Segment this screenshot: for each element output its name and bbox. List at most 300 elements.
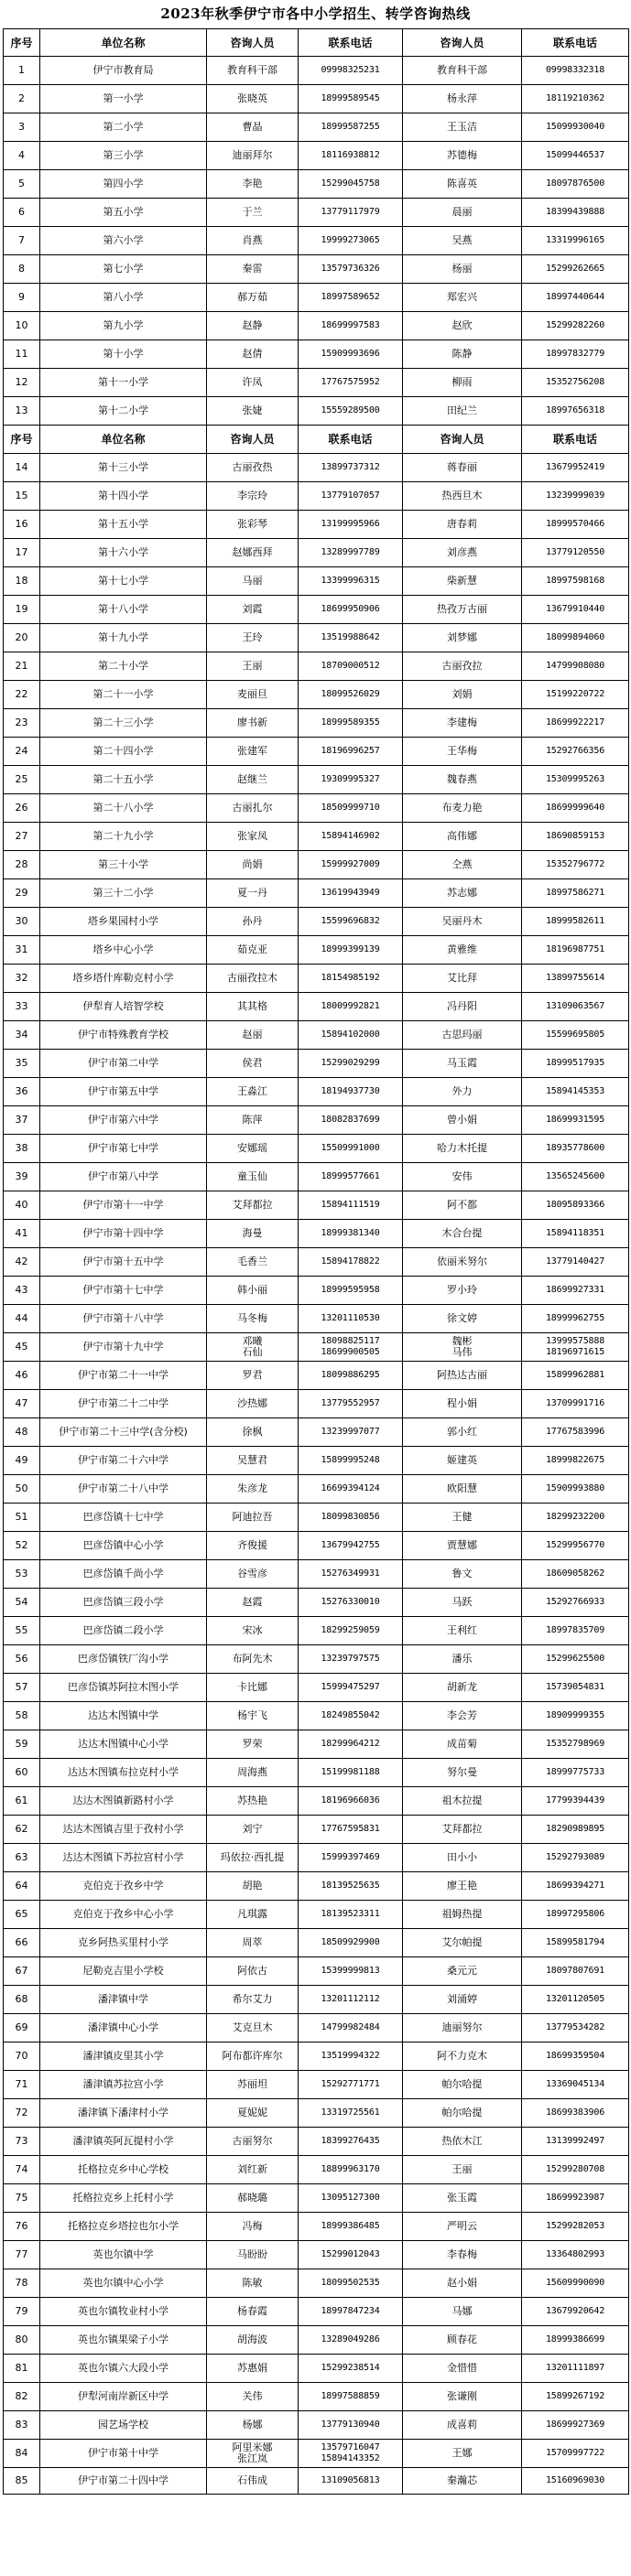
phone: 13679942755 (299, 1532, 403, 1560)
contact-person-2: 阿不都 (403, 1191, 522, 1220)
row-index: 48 (4, 1418, 40, 1447)
contact-person: 陈萍 (207, 1106, 299, 1135)
unit-name: 第十九小学 (40, 624, 207, 652)
phone-2: 15299282053 (522, 2213, 629, 2241)
phone: 15299238514 (299, 2355, 403, 2383)
contact-person: 麦丽旦 (207, 681, 299, 709)
contact-person: 张建军 (207, 738, 299, 766)
repeated-header-cell: 咨询人员 (207, 426, 299, 454)
unit-name: 伊宁市教育局 (40, 57, 207, 85)
table-row (4, 1759, 629, 1787)
phone: 15299012043 (299, 2241, 403, 2269)
contact-person: 迪丽拜尔 (207, 142, 299, 170)
phone: 13779107057 (299, 482, 403, 511)
phone: 13289049286 (299, 2326, 403, 2355)
contact-person: 罗荣 (207, 1730, 299, 1759)
phone: 15999927009 (299, 851, 403, 879)
row-index: 65 (4, 1901, 40, 1929)
unit-name: 潘津镇中心小学 (40, 2014, 207, 2042)
contact-person-2: 古丽孜拉 (403, 652, 522, 681)
contact-person-2: 陈喜英 (403, 170, 522, 199)
table-row (4, 1078, 629, 1106)
phone-2: 13369045134 (522, 2071, 629, 2099)
table-row (4, 482, 629, 511)
row-index: 63 (4, 1844, 40, 1872)
phone: 18099526029 (299, 681, 403, 709)
phone-2: 13899755614 (522, 965, 629, 993)
row-index: 53 (4, 1560, 40, 1589)
contact-person-2: 王娜 (403, 2440, 522, 2468)
phone-2: 18609058262 (522, 1560, 629, 1589)
table-row (4, 2099, 629, 2128)
row-index: 31 (4, 936, 40, 965)
contact-person: 赵丽 (207, 1021, 299, 1050)
phone: 17767595831 (299, 1816, 403, 1844)
contact-person-2: 曾小娟 (403, 1106, 522, 1135)
contact-person-2: 姬建英 (403, 1447, 522, 1475)
phone: 18099886295 (299, 1362, 403, 1390)
phone-2: 17767583996 (522, 1418, 629, 1447)
row-index: 1 (4, 57, 40, 85)
phone: 13519988642 (299, 624, 403, 652)
contact-person-2: 教育科干部 (403, 57, 522, 85)
row-index: 52 (4, 1532, 40, 1560)
contact-person: 茹克亚 (207, 936, 299, 965)
contact-person: 邓曦 石仙 (207, 1333, 299, 1362)
phone: 18699997583 (299, 312, 403, 340)
unit-name: 塔乡果园村小学 (40, 908, 207, 936)
phone-2: 15899581794 (522, 1929, 629, 1957)
contact-person: 刘霞 (207, 596, 299, 624)
contact-person: 宋冰 (207, 1617, 299, 1645)
phone-2: 15299262665 (522, 255, 629, 284)
phone: 13399996315 (299, 567, 403, 596)
row-index: 51 (4, 1504, 40, 1532)
contact-person-2: 高伟娜 (403, 823, 522, 851)
row-index: 20 (4, 624, 40, 652)
contact-person: 夏妮妮 (207, 2099, 299, 2128)
phone-2: 15352756208 (522, 369, 629, 397)
phone-2: 18999775733 (522, 1759, 629, 1787)
phone: 18509929900 (299, 1929, 403, 1957)
contact-person-2: 热依木江 (403, 2128, 522, 2156)
row-index: 54 (4, 1589, 40, 1617)
unit-name: 第二十小学 (40, 652, 207, 681)
unit-name: 伊宁市第二十八中学 (40, 1475, 207, 1504)
phone-2: 18699394271 (522, 1872, 629, 1901)
unit-name: 第五小学 (40, 199, 207, 227)
row-index: 33 (4, 993, 40, 1021)
contact-person: 朱彦龙 (207, 1475, 299, 1504)
phone-2: 18997440644 (522, 284, 629, 312)
row-index: 7 (4, 227, 40, 255)
table-row (4, 142, 629, 170)
phone: 19999273065 (299, 227, 403, 255)
contact-person: 于兰 (207, 199, 299, 227)
contact-person: 刘宁 (207, 1816, 299, 1844)
phone: 13239997077 (299, 1418, 403, 1447)
phone-2: 18997586271 (522, 879, 629, 908)
contact-person-2: 王丽 (403, 2156, 522, 2184)
contact-person: 李艳 (207, 170, 299, 199)
contact-person-2: 帕尔哈提 (403, 2071, 522, 2099)
unit-name: 达达木图镇中心小学 (40, 1730, 207, 1759)
contact-person-2: 杨永萍 (403, 85, 522, 113)
row-index: 23 (4, 709, 40, 738)
table-row (4, 1333, 629, 1362)
unit-name: 托格拉克乡塔拉也尔小学 (40, 2213, 207, 2241)
table-row (4, 1021, 629, 1050)
table-row (4, 624, 629, 652)
contact-person-2: 魏春燕 (403, 766, 522, 794)
unit-name: 第二十三小学 (40, 709, 207, 738)
table-row (4, 1901, 629, 1929)
table-row (4, 2269, 629, 2298)
table-row (4, 879, 629, 908)
contact-person: 肖燕 (207, 227, 299, 255)
row-index: 37 (4, 1106, 40, 1135)
header-contact-person: 咨询人员 (207, 29, 299, 57)
table-row (4, 1504, 629, 1532)
phone-2: 17799394439 (522, 1787, 629, 1816)
phone-2: 15292766356 (522, 738, 629, 766)
table-row (4, 2071, 629, 2099)
contact-person: 王淼江 (207, 1078, 299, 1106)
row-index: 49 (4, 1447, 40, 1475)
contact-person-2: 王健 (403, 1504, 522, 1532)
contact-person-2: 安伟 (403, 1163, 522, 1191)
contact-person-2: 马娜 (403, 2298, 522, 2326)
table-row (4, 2241, 629, 2269)
row-index: 64 (4, 1872, 40, 1901)
phone: 13095127300 (299, 2184, 403, 2213)
table-row (4, 1844, 629, 1872)
contact-person-2: 依丽米努尔 (403, 1248, 522, 1277)
unit-name: 伊宁市第二十六中学 (40, 1447, 207, 1475)
hotline-table (3, 28, 629, 2495)
phone-2: 18699922217 (522, 709, 629, 738)
unit-name: 伊宁市第十七中学 (40, 1277, 207, 1305)
table-row (4, 1532, 629, 1560)
row-index: 67 (4, 1957, 40, 1986)
unit-name: 英也尔镇牧业村小学 (40, 2298, 207, 2326)
header-unit-name: 单位名称 (40, 29, 207, 57)
row-index: 21 (4, 652, 40, 681)
row-index: 8 (4, 255, 40, 284)
contact-person: 赵娜西拜 (207, 539, 299, 567)
phone-2: 18699923987 (522, 2184, 629, 2213)
contact-person: 刘红新 (207, 2156, 299, 2184)
table-row (4, 681, 629, 709)
contact-person-2: 秦瀚芯 (403, 2468, 522, 2495)
unit-name: 克伯克于孜乡中学 (40, 1872, 207, 1901)
unit-name: 巴彦岱镇中心小学 (40, 1532, 207, 1560)
contact-person: 安娜瑶 (207, 1135, 299, 1163)
row-index: 45 (4, 1333, 40, 1362)
contact-person: 陈敏 (207, 2269, 299, 2298)
table-row (4, 113, 629, 142)
unit-name: 塔乡塔什库勒克村小学 (40, 965, 207, 993)
phone: 18899963170 (299, 2156, 403, 2184)
table-row (4, 1362, 629, 1390)
phone: 15276349931 (299, 1560, 403, 1589)
row-index: 38 (4, 1135, 40, 1163)
contact-person: 海曼 (207, 1220, 299, 1248)
contact-person: 郝万茹 (207, 284, 299, 312)
contact-person-2: 廖王艳 (403, 1872, 522, 1901)
unit-name: 第二十五小学 (40, 766, 207, 794)
contact-person-2: 艾拜都拉 (403, 1816, 522, 1844)
row-index: 10 (4, 312, 40, 340)
unit-name: 伊宁市第二中学 (40, 1050, 207, 1078)
contact-person: 希尔艾力 (207, 1986, 299, 2014)
phone-2: 18699927331 (522, 1277, 629, 1305)
unit-name: 潘津镇下潘津村小学 (40, 2099, 207, 2128)
phone-2: 13565245600 (522, 1163, 629, 1191)
contact-person-2: 哈力木托提 (403, 1135, 522, 1163)
unit-name: 巴彦岱镇苏阿拉木图小学 (40, 1674, 207, 1702)
phone: 15199981188 (299, 1759, 403, 1787)
contact-person: 马丽 (207, 567, 299, 596)
table-body (4, 57, 629, 2495)
unit-name: 第二十四小学 (40, 738, 207, 766)
contact-person: 张彩琴 (207, 511, 299, 539)
table-row (4, 794, 629, 823)
contact-person-2: 晨丽 (403, 199, 522, 227)
phone-2: 18097807691 (522, 1957, 629, 1986)
table-row (4, 511, 629, 539)
row-index: 29 (4, 879, 40, 908)
unit-name: 伊宁市特殊教育学校 (40, 1021, 207, 1050)
contact-person: 古丽扎尔 (207, 794, 299, 823)
contact-person-2: 刘彦燕 (403, 539, 522, 567)
contact-person: 卡比娜 (207, 1674, 299, 1702)
unit-name: 巴彦岱镇二段小学 (40, 1617, 207, 1645)
table-row (4, 1390, 629, 1418)
unit-name: 达达木图镇新路村小学 (40, 1787, 207, 1816)
unit-name: 第九小学 (40, 312, 207, 340)
contact-person: 夏一丹 (207, 879, 299, 908)
phone-2: 13779534282 (522, 2014, 629, 2042)
phone: 18999381340 (299, 1220, 403, 1248)
table-row (4, 227, 629, 255)
table-row (4, 1816, 629, 1844)
header-contact-person-2: 咨询人员 (403, 29, 522, 57)
contact-person: 马盼盼 (207, 2241, 299, 2269)
phone: 15894111519 (299, 1191, 403, 1220)
unit-name: 第十四小学 (40, 482, 207, 511)
table-row (4, 85, 629, 113)
phone-2: 15894145353 (522, 1078, 629, 1106)
contact-person-2: 艾比拜 (403, 965, 522, 993)
row-index: 14 (4, 454, 40, 482)
phone: 13619943949 (299, 879, 403, 908)
contact-person: 王丽 (207, 652, 299, 681)
phone: 15599696832 (299, 908, 403, 936)
unit-name: 克乡阿热买里村小学 (40, 1929, 207, 1957)
table-row (4, 1986, 629, 2014)
table-row (4, 255, 629, 284)
table-row (4, 1929, 629, 1957)
phone-2: 13999575888 18196971615 (522, 1333, 629, 1362)
contact-person-2: 柳雨 (403, 369, 522, 397)
contact-person-2: 王玉洁 (403, 113, 522, 142)
row-index: 18 (4, 567, 40, 596)
contact-person: 郝晓璐 (207, 2184, 299, 2213)
contact-person: 秦雷 (207, 255, 299, 284)
contact-person: 谷雪彦 (207, 1560, 299, 1589)
header-phone: 联系电话 (299, 29, 403, 57)
contact-person-2: 迪丽努尔 (403, 2014, 522, 2042)
unit-name: 巴彦岱镇十七中学 (40, 1504, 207, 1532)
table-row (4, 1702, 629, 1730)
row-index: 22 (4, 681, 40, 709)
table-row (4, 1617, 629, 1645)
table-row (4, 2156, 629, 2184)
phone-2: 15352796772 (522, 851, 629, 879)
contact-person-2: 苏志娜 (403, 879, 522, 908)
contact-person-2: 陈静 (403, 340, 522, 369)
row-index: 6 (4, 199, 40, 227)
phone-2: 18097876500 (522, 170, 629, 199)
phone: 18154985192 (299, 965, 403, 993)
contact-person: 古丽努尔 (207, 2128, 299, 2156)
phone: 15909993696 (299, 340, 403, 369)
contact-person: 赵霞 (207, 1589, 299, 1617)
phone: 18999399139 (299, 936, 403, 965)
phone-2: 18699383906 (522, 2099, 629, 2128)
row-index: 3 (4, 113, 40, 142)
table-row (4, 993, 629, 1021)
phone: 18299964212 (299, 1730, 403, 1759)
contact-person-2: 蒋春丽 (403, 454, 522, 482)
row-index: 75 (4, 2184, 40, 2213)
row-index: 9 (4, 284, 40, 312)
phone-2: 13319996165 (522, 227, 629, 255)
table-row (4, 766, 629, 794)
contact-person: 古丽孜拉木 (207, 965, 299, 993)
phone-2: 15609990090 (522, 2269, 629, 2298)
phone-2: 13709991716 (522, 1390, 629, 1418)
phone-2: 15894118351 (522, 1220, 629, 1248)
table-row (4, 1191, 629, 1220)
table-row (4, 1475, 629, 1504)
phone: 18194937730 (299, 1078, 403, 1106)
unit-name: 英也尔镇中学 (40, 2241, 207, 2269)
phone: 18999589545 (299, 85, 403, 113)
contact-person-2: 吴燕 (403, 227, 522, 255)
row-index: 34 (4, 1021, 40, 1050)
phone-2: 15299280708 (522, 2156, 629, 2184)
unit-name: 伊宁市第十九中学 (40, 1333, 207, 1362)
unit-name: 达达木图镇布拉克村小学 (40, 1759, 207, 1787)
phone: 18139525635 (299, 1872, 403, 1901)
phone: 13289997789 (299, 539, 403, 567)
contact-person-2: 赵欣 (403, 312, 522, 340)
unit-name: 伊犁育人培智学校 (40, 993, 207, 1021)
contact-person: 毛香兰 (207, 1248, 299, 1277)
phone-2: 18290989895 (522, 1816, 629, 1844)
phone: 18196996257 (299, 738, 403, 766)
phone: 15276330010 (299, 1589, 403, 1617)
table-row (4, 2468, 629, 2495)
unit-name: 第七小学 (40, 255, 207, 284)
contact-person: 杨宇飞 (207, 1702, 299, 1730)
contact-person: 赵继兰 (207, 766, 299, 794)
phone: 18116938812 (299, 142, 403, 170)
row-index: 60 (4, 1759, 40, 1787)
row-index: 72 (4, 2099, 40, 2128)
table-row (4, 1220, 629, 1248)
table-row (4, 2213, 629, 2241)
contact-person-2: 吴丽丹木 (403, 908, 522, 936)
phone-2: 18299232200 (522, 1504, 629, 1532)
unit-name: 伊宁市第十八中学 (40, 1305, 207, 1333)
phone: 18099830856 (299, 1504, 403, 1532)
table-row (4, 1589, 629, 1617)
unit-name: 第二十九小学 (40, 823, 207, 851)
contact-person-2: 马玉霞 (403, 1050, 522, 1078)
unit-name: 潘津镇英阿瓦提村小学 (40, 2128, 207, 2156)
contact-person-2: 刘涌婷 (403, 1986, 522, 2014)
contact-person: 侯君 (207, 1050, 299, 1078)
unit-name: 第八小学 (40, 284, 207, 312)
unit-name: 英也尔镇六大段小学 (40, 2355, 207, 2383)
phone: 14799982484 (299, 2014, 403, 2042)
unit-name: 伊犁河南岸新区中学 (40, 2383, 207, 2411)
unit-name: 潘津镇中学 (40, 1986, 207, 2014)
unit-name: 第十八小学 (40, 596, 207, 624)
unit-name: 潘津镇苏拉宫小学 (40, 2071, 207, 2099)
row-index: 42 (4, 1248, 40, 1277)
contact-person-2: 布麦力艳 (403, 794, 522, 823)
phone: 13779130940 (299, 2411, 403, 2440)
contact-person: 张家凤 (207, 823, 299, 851)
contact-person-2: 鲁文 (403, 1560, 522, 1589)
contact-person-2: 李会芳 (403, 1702, 522, 1730)
table-row (4, 1447, 629, 1475)
phone-2: 18119210362 (522, 85, 629, 113)
row-index: 26 (4, 794, 40, 823)
phone-2: 18699927369 (522, 2411, 629, 2440)
phone: 09998325231 (299, 57, 403, 85)
contact-person: 杨春霞 (207, 2298, 299, 2326)
phone-2: 15299625500 (522, 1645, 629, 1674)
contact-person: 玛依拉·西扎提 (207, 1844, 299, 1872)
contact-person: 阿依古 (207, 1957, 299, 1986)
contact-person-2: 冯丹阳 (403, 993, 522, 1021)
phone: 13899737312 (299, 454, 403, 482)
contact-person-2: 外力 (403, 1078, 522, 1106)
table-row (4, 2355, 629, 2383)
contact-person: 齐俊援 (207, 1532, 299, 1560)
phone-2: 18699931595 (522, 1106, 629, 1135)
contact-person: 张婕 (207, 397, 299, 426)
unit-name: 伊宁市第十中学 (40, 2440, 207, 2468)
row-index: 57 (4, 1674, 40, 1702)
row-index: 78 (4, 2269, 40, 2298)
phone-2: 13779120550 (522, 539, 629, 567)
unit-name: 克伯克于孜乡中心小学 (40, 1901, 207, 1929)
row-index: 19 (4, 596, 40, 624)
table-row (4, 284, 629, 312)
unit-name: 巴彦岱镇三段小学 (40, 1589, 207, 1617)
table-row (4, 199, 629, 227)
contact-person-2: 李建梅 (403, 709, 522, 738)
row-index: 30 (4, 908, 40, 936)
contact-person: 凡琪露 (207, 1901, 299, 1929)
phone-2: 18699359504 (522, 2042, 629, 2071)
